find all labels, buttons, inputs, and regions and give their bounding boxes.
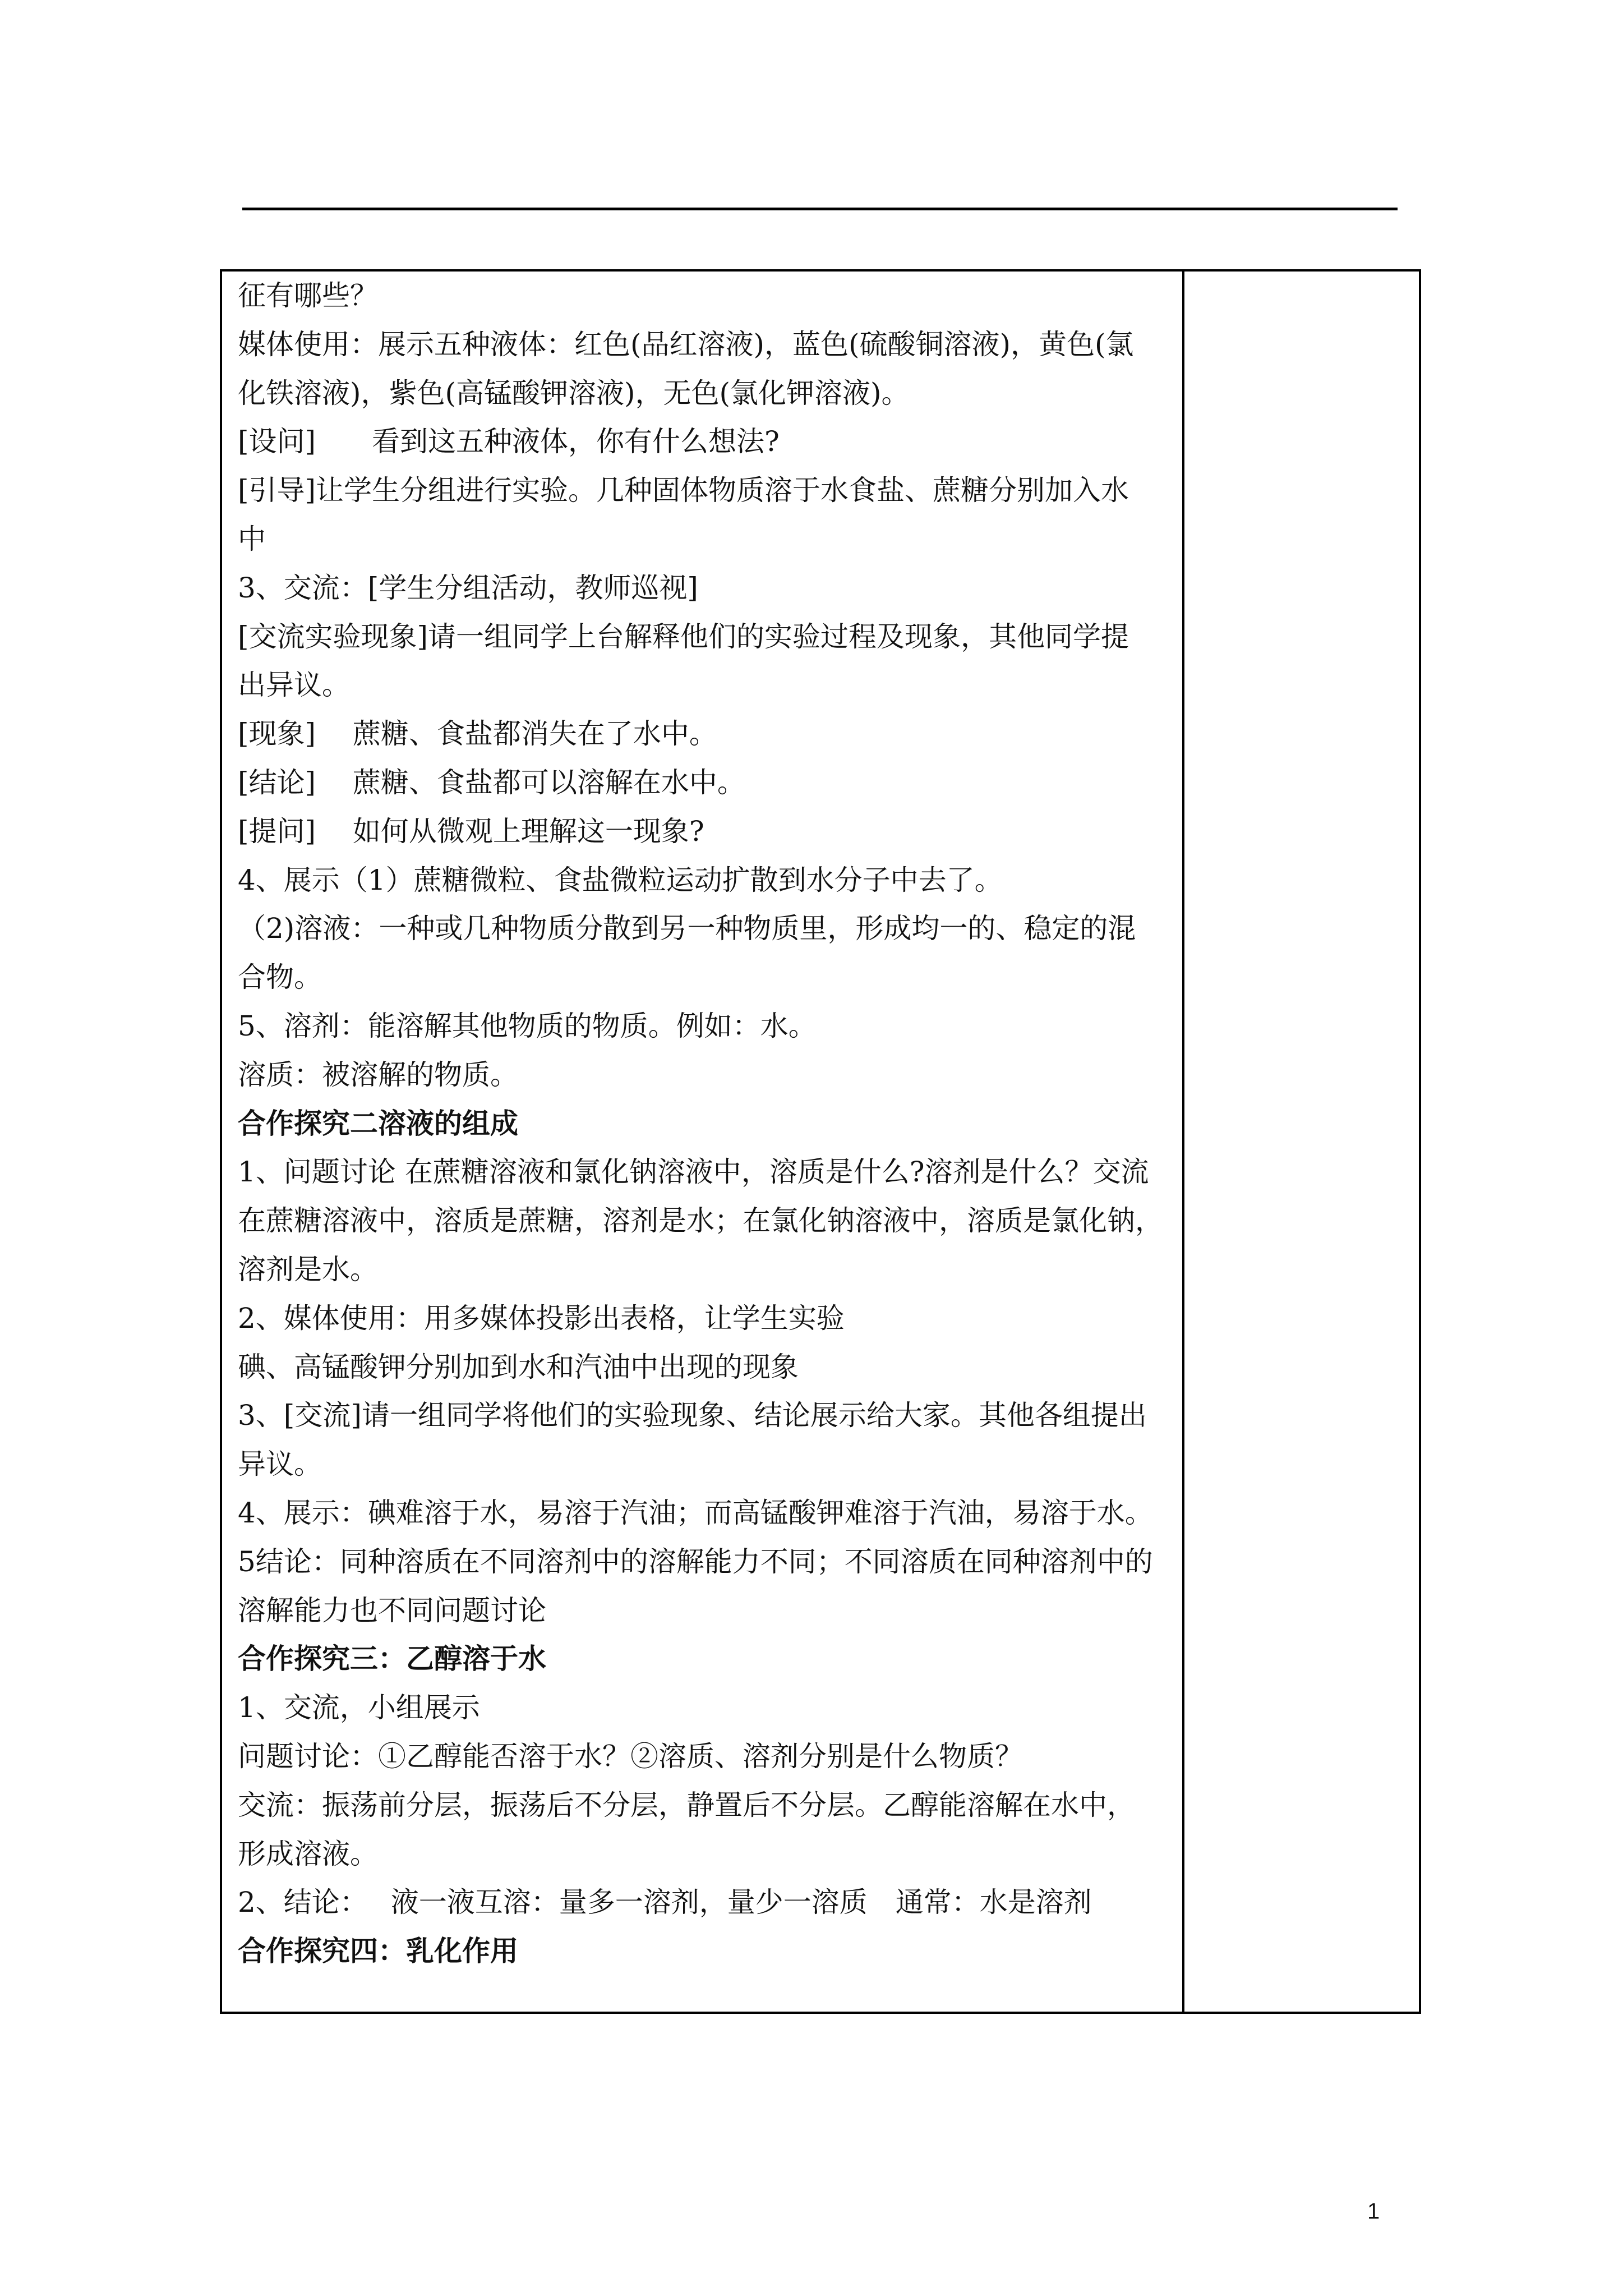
page-number: 1 bbox=[1367, 2199, 1380, 2224]
text-line: 溶质：被溶解的物质。 bbox=[238, 1058, 518, 1091]
section-heading: 合作探究四：乳化作用 bbox=[238, 1934, 518, 1968]
text-line: 异议。 bbox=[238, 1448, 322, 1481]
text-line: 4、展示：碘难溶于水，易溶于汽油；而高锰酸钾难溶于汽油，易溶于水。 bbox=[238, 1496, 1153, 1529]
lesson-table bbox=[220, 269, 1421, 2014]
text-line: 征有哪些？ bbox=[238, 279, 378, 312]
text-line: 在蔗糖溶液中，溶质是蔗糖，溶剂是水；在氯化钠溶液中，溶质是氯化钠， bbox=[238, 1204, 1163, 1237]
section-heading: 合作探究二溶液的组成 bbox=[238, 1106, 518, 1140]
text-line: [现象] 蔗糖、食盐都消失在了水中。 bbox=[238, 717, 717, 751]
table-column-divider bbox=[1182, 272, 1184, 2012]
text-line: [设问] 看到这五种液体，你有什么想法? bbox=[238, 425, 780, 458]
text-line: 碘、高锰酸钾分别加到水和汽油中出现的现象 bbox=[238, 1350, 799, 1383]
section-heading: 合作探究三：乙醇溶于水 bbox=[238, 1642, 546, 1676]
text-line: [引导]让学生分组进行实验。几种固体物质溶于水食盐、蔗糖分别加入水 bbox=[238, 474, 1129, 507]
text-line: 交流：振荡前分层，振荡后不分层，静置后不分层。乙醇能溶解在水中， bbox=[238, 1788, 1135, 1821]
text-line: 2、媒体使用：用多媒体投影出表格，让学生实验 bbox=[238, 1301, 845, 1335]
text-line: 中 bbox=[238, 522, 266, 555]
text-line: [结论] 蔗糖、食盐都可以溶解在水中。 bbox=[238, 766, 745, 799]
text-line: 化铁溶液)，紫色(高锰酸钾溶液)，无色(氯化钾溶液)。 bbox=[238, 376, 910, 409]
text-line: 溶剂是水。 bbox=[238, 1253, 378, 1286]
header-rule bbox=[242, 208, 1398, 210]
text-line: 出异议。 bbox=[238, 669, 350, 702]
text-line: 形成溶液。 bbox=[238, 1837, 378, 1870]
text-line: 1、问题讨论 在蔗糖溶液和氯化钠溶液中，溶质是什么?溶剂是什么？交流 bbox=[238, 1156, 1149, 1189]
text-line: （2)溶液：一种或几种物质分散到另一种物质里，形成均一的、稳定的混 bbox=[238, 912, 1136, 945]
text-line: [交流实验现象]请一组同学上台解释他们的实验过程及现象，其他同学提 bbox=[238, 620, 1129, 653]
text-line: 4、展示（1）蔗糖微粒、食盐微粒运动扩散到水分子中去了。 bbox=[238, 863, 1003, 896]
text-line: 5结论：同种溶质在不同溶剂中的溶解能力不同；不同溶质在同种溶剂中的 bbox=[238, 1545, 1153, 1578]
text-line: 合物。 bbox=[238, 961, 322, 994]
text-line: 媒体使用：展示五种液体：红色(品红溶液)，蓝色(硫酸铜溶液)，黄色(氯 bbox=[238, 328, 1134, 361]
text-line: 溶解能力也不同问题讨论 bbox=[238, 1594, 546, 1627]
lesson-content-cell bbox=[238, 272, 1174, 1976]
text-line: 1、交流，小组展示 bbox=[238, 1691, 480, 1724]
text-line: [提问] 如何从微观上理解这一现象? bbox=[238, 815, 704, 848]
text-line: 问题讨论：①乙醇能否溶于水？②溶质、溶剂分别是什么物质？ bbox=[238, 1740, 1023, 1773]
text-line: 3、交流：[学生分组活动，教师巡视] bbox=[238, 571, 698, 604]
text-line: 3、[交流]请一组同学将他们的实验现象、结论展示给大家。其他各组提出 bbox=[238, 1399, 1147, 1432]
text-line: 2、结论： 液一液互溶：量多一溶剂，量少一溶质 通常：水是溶剂 bbox=[238, 1886, 1092, 1919]
text-line: 5、溶剂：能溶解其他物质的物质。例如：水。 bbox=[238, 1009, 817, 1042]
